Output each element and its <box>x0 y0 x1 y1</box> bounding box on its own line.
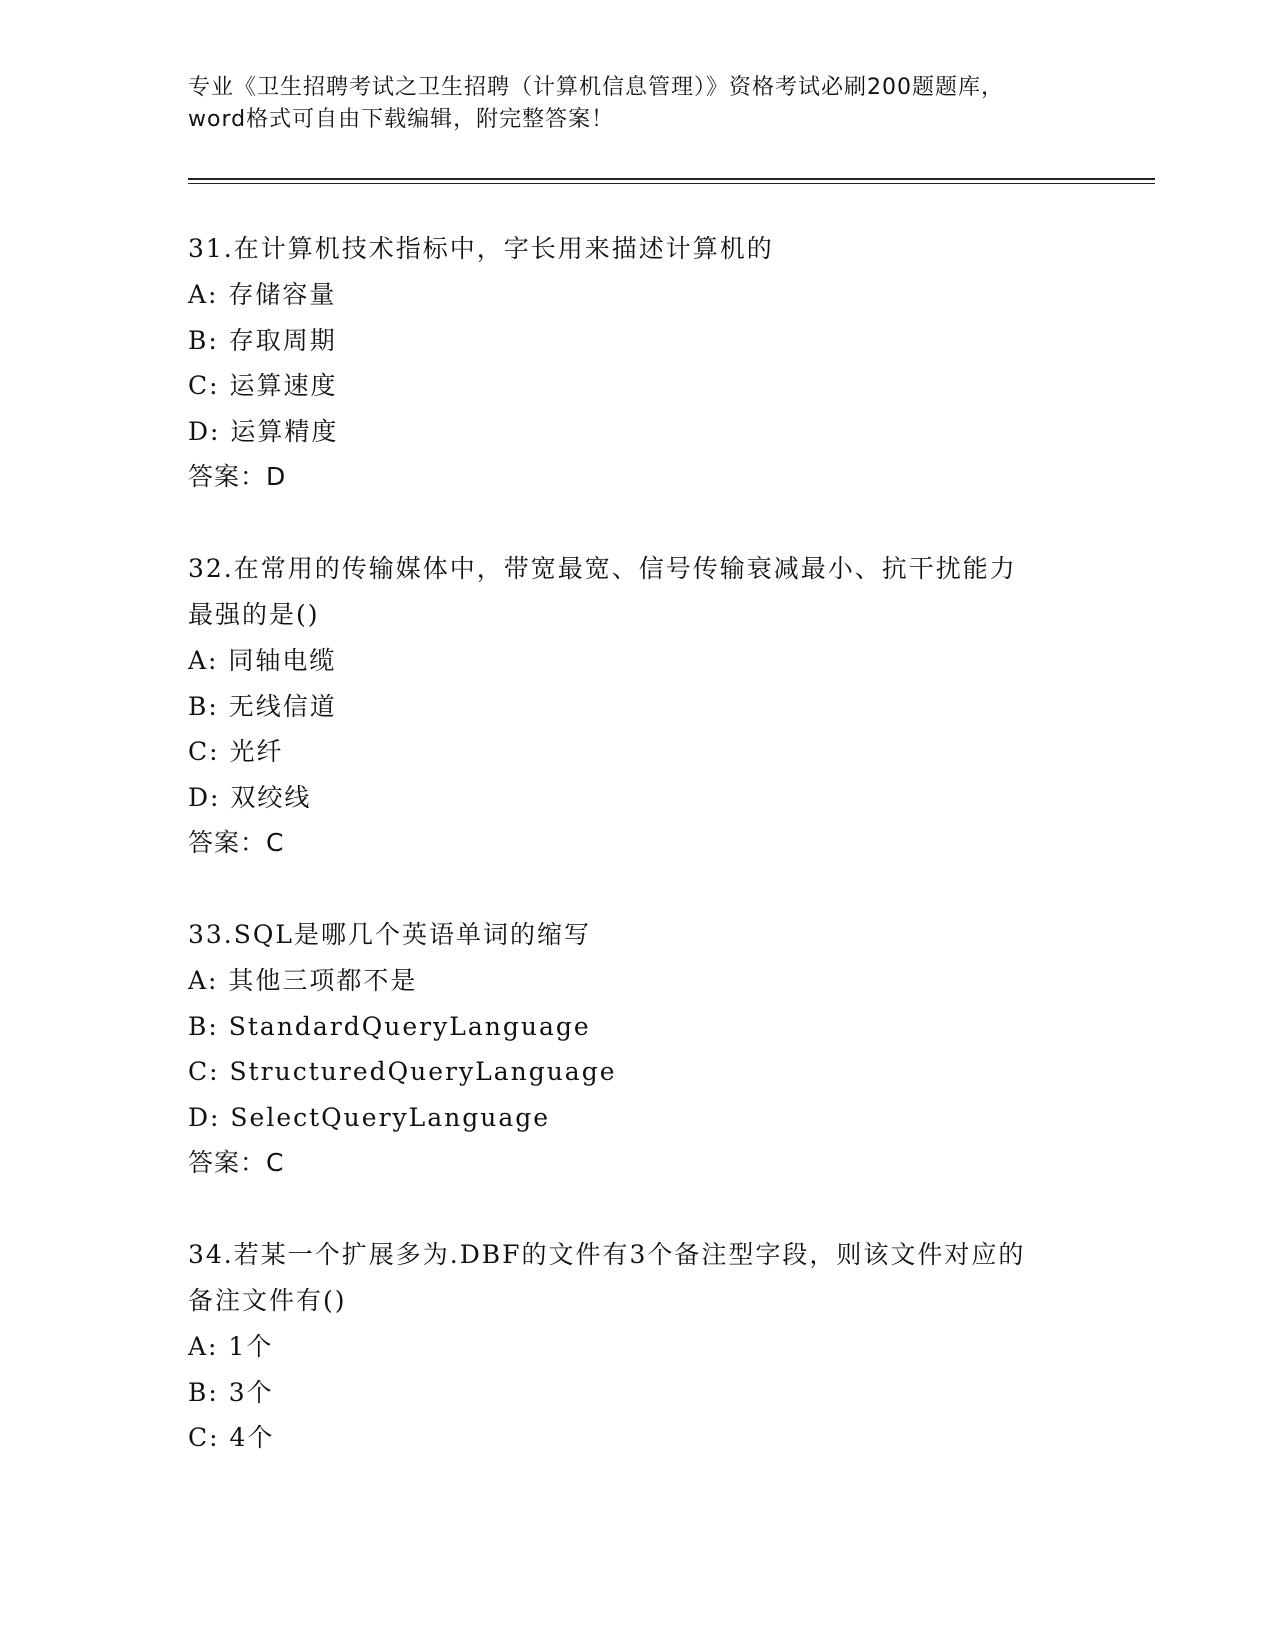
option-c: C: 4个 <box>188 1423 275 1452</box>
question-title: 31.在计算机技术指标中，字长用来描述计算机的 <box>188 234 774 263</box>
option-b: B: 3个 <box>188 1377 274 1407</box>
option-c: C: 运算速度 <box>188 371 338 400</box>
option-b: B: 存取周期 <box>188 325 337 355</box>
option-a: A: 存储容量 <box>188 280 337 309</box>
question-32 <box>188 546 1088 866</box>
option-a: A: 同轴电缆 <box>188 646 337 675</box>
option-d: D: 双绞线 <box>188 782 312 812</box>
question-31 <box>188 226 1088 500</box>
question-title-continued: 备注文件有() <box>188 1286 347 1315</box>
header-line-1: 专业《卫生招聘考试之卫生招聘（计算机信息管理）》资格考试必刷200题题库， <box>188 75 1004 100</box>
question-33 <box>188 912 1088 1186</box>
answer-line: 答案：D <box>188 462 287 491</box>
option-b: B: StandardQueryLanguage <box>188 1011 591 1041</box>
option-a: A: 其他三项都不是 <box>188 966 418 995</box>
option-a: A: 1个 <box>188 1332 274 1361</box>
header-line-2: word格式可自由下载编辑，附完整答案！ <box>188 107 615 132</box>
document-header <box>188 72 1088 136</box>
option-c: C: 光纤 <box>188 737 284 766</box>
question-title-continued: 最强的是() <box>188 600 320 629</box>
option-d: D: 运算精度 <box>188 416 339 446</box>
question-title: 32.在常用的传输媒体中，带宽最宽、信号传输衰减最小、抗干扰能力 <box>188 554 1017 583</box>
option-d: D: SelectQueryLanguage <box>188 1102 551 1132</box>
question-34 <box>188 1232 1088 1461</box>
option-c: C: StructuredQueryLanguage <box>188 1057 617 1086</box>
header-divider <box>188 178 1155 184</box>
answer-line: 答案：C <box>188 1148 285 1177</box>
question-title: 33.SQL是哪几个英语单词的缩写 <box>188 920 591 949</box>
answer-line: 答案：C <box>188 828 285 857</box>
question-list <box>188 226 1088 1507</box>
question-title: 34.若某一个扩展多为.DBF的文件有3个备注型字段，则该文件对应的 <box>188 1240 1026 1269</box>
option-b: B: 无线信道 <box>188 691 337 721</box>
